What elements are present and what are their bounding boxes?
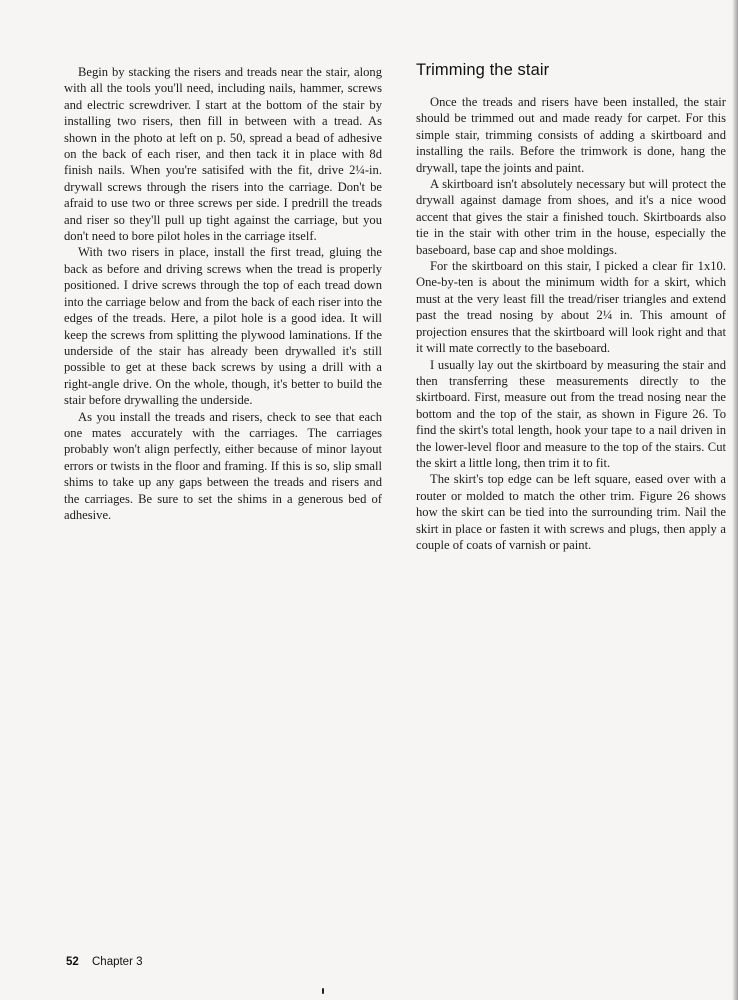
- body-paragraph: For the skirtboard on this stair, I picked a clear fir 1x10. One-by-ten is about the minimum width for a skirt, which must at the very least fill the tread/riser triangles and extend past the tread nosing by about 2¼ in. This amount of projection ensures that the skirtboard will look right and that it will mate correctly to the baseboard.: [416, 259, 726, 356]
- left-text-column: [64, 64, 382, 523]
- body-paragraph: A skirtboard isn't absolutely necessary but will protect the drywall against damage from shoes, and it's a nice wood accent that gives the stair a finished touch. Skirtboards also tie in the stair with other trim in the house, especially the baseboard, base cap and shoe moldings.: [416, 177, 726, 257]
- scan-speck: [322, 988, 324, 994]
- right-text-column: [416, 94, 726, 553]
- body-paragraph: Begin by stacking the risers and treads near the stair, along with all the tools you'll need, including nails, hammer, screws and electric screwdriver. I start at the bottom of the stair by installing two risers, then fill in between with a tread. As shown in the photo at left on p. 50, spread a bead of adhesive on the back of each riser, and then tack it in place with 8d finish nails. When you're satisifed with the fit, drive 2¼-in. drywall screws through the risers into the carriage. Don't be afraid to use two or three screws per side. I predrill the treads and riser so they'll pull up tight against the carriage, but you don't need to bore pilot holes in the carriage itself.: [64, 65, 382, 244]
- body-paragraph: I usually lay out the skirtboard by measuring the stair and then transferring these measurements directly to the skirtboard. First, measure out from the tread nosing near the bottom and the top of the stair, as shown in Figure 26. To find the skirt's total length, hook your tape to a nail driven in the lower-level floor and measure to the top of the stairs. Cut the skirt a little long, then trim it to fit.: [416, 357, 726, 470]
- section-heading: Trimming the stair: [416, 61, 550, 79]
- body-paragraph: With two risers in place, install the first tread, gluing the back as before and driving screws when the tread is properly positioned. I drive screws through the top of each tread down into the carriage below and from the back of each riser into the edges of the treads. Here, a pilot hole is a good idea. It will keep the screws from splitting the plywood laminations. If the underside of the stair has already been drywalled it's still possible to get at these back screws by using a drill with a right-angle drive. On the whole, though, it's better to build the stair before drywalling the underside.: [64, 245, 382, 408]
- body-paragraph: Once the treads and risers have been installed, the stair should be trimmed out and made ready for carpet. For this simple stair, trimming consists of adding a skirtboard and installing the rails. Before the trimwork is done, hang the drywall, tape the joints and paint.: [416, 95, 726, 175]
- page-number: 52: [66, 956, 79, 968]
- page-edge-shadow: [732, 0, 738, 1000]
- chapter-label: Chapter 3: [92, 956, 143, 968]
- page-footer: [66, 956, 143, 968]
- body-paragraph: The skirt's top edge can be left square, eased over with a router or molded to match the other trim. Figure 26 shows how the skirt can be tied into the surrounding trim. Nail the skirt in place or fasten it with screws and plugs, then apply a couple of coats of varnish or paint.: [416, 472, 726, 552]
- body-paragraph: As you install the treads and risers, check to see that each one mates accurately with the carriages. The carriages probably won't align perfectly, either because of minor layout errors or twists in the floor and framing. If this is so, slip small shims to take up any gaps between the treads and risers and the carriages. Be sure to set the shims in a generous bed of adhesive.: [64, 409, 382, 522]
